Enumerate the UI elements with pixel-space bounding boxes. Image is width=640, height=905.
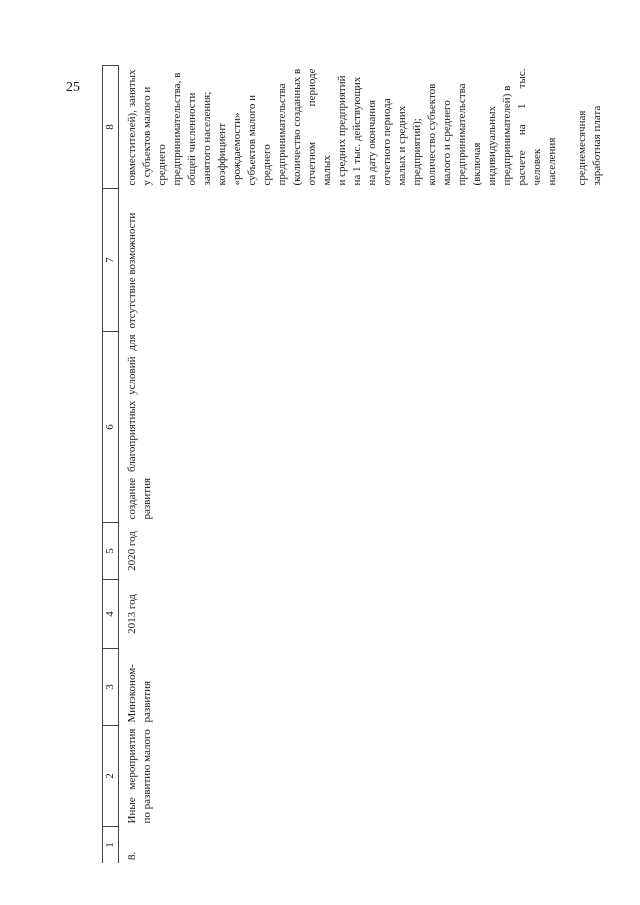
indicator-line: предприятий); <box>411 118 423 186</box>
indicator-line: отчетного периода <box>381 98 393 186</box>
target-indicators <box>119 66 606 189</box>
indicator-line: среднего <box>261 144 273 186</box>
indicator-line: среднего <box>156 144 168 186</box>
indicator-line: «рождаемости» <box>231 112 243 186</box>
indicator-line: предпринимательства <box>456 83 468 186</box>
indicator-line: и средних предприятий <box>336 75 348 186</box>
indicator-line: (количество созданных в <box>291 68 303 186</box>
table-row <box>119 66 606 864</box>
indicator-line: малых и средних <box>396 105 408 186</box>
start-year: 2013 год <box>126 594 138 634</box>
expected-result: создание благоприятных условий для развития <box>126 334 153 520</box>
indicator-line: субъектов малого и <box>246 94 258 186</box>
event-name: Иные мероприятия по развитию малого <box>126 728 153 824</box>
table-header <box>103 66 119 864</box>
indicator-line: индивидуальных <box>486 105 498 186</box>
indicator-line: у субъектов малого и <box>141 86 153 186</box>
indicator-line: совместителей), занятых <box>126 69 138 186</box>
indicator-line: на дату окончания <box>366 99 378 186</box>
indicator-line: предпринимательства, в <box>171 72 183 186</box>
column-number-5: 5 <box>103 523 119 580</box>
indicator-line: (включая <box>471 142 483 186</box>
row-number: 8. <box>126 851 138 860</box>
rotated-table-container <box>102 68 603 863</box>
indicator-line: заработная плата <box>591 105 603 186</box>
indicator-line: на 1 тыс. действующих <box>351 76 363 186</box>
column-number-8: 8 <box>103 66 119 189</box>
indicator-line: предпринимательства <box>276 83 288 186</box>
page-number: 25 <box>66 80 80 95</box>
column-number-1: 1 <box>103 827 119 864</box>
column-number-3: 3 <box>103 649 119 726</box>
column-number-row <box>103 66 119 864</box>
end-year: 2020 год <box>126 531 138 571</box>
indicator-line: общей численности <box>186 92 198 186</box>
column-number-2: 2 <box>103 726 119 827</box>
indicator-line: среднемесячная <box>576 110 588 186</box>
indicator-line: населения <box>546 137 558 186</box>
indicator-line: количество субъектов <box>426 83 438 186</box>
column-number-6: 6 <box>103 332 119 523</box>
indicator-line: малого и среднего <box>441 100 453 186</box>
column-number-7: 7 <box>103 189 119 332</box>
indicator-line: предпринимателей) в <box>501 85 513 186</box>
indicator-line: расчете на 1 тыс. человек <box>516 68 543 186</box>
indicator-line: занятого населения; <box>201 91 213 186</box>
indicator-line <box>560 69 575 186</box>
program-table <box>102 65 605 863</box>
column-number-4: 4 <box>103 580 119 649</box>
responsible-executor: Минэконом-развития <box>126 664 153 723</box>
indicator-line: отчетном периоде малых <box>306 68 333 186</box>
non-implementation-consequences: отсутствие возможности <box>126 212 138 329</box>
indicator-line: коэффициент <box>216 122 228 186</box>
